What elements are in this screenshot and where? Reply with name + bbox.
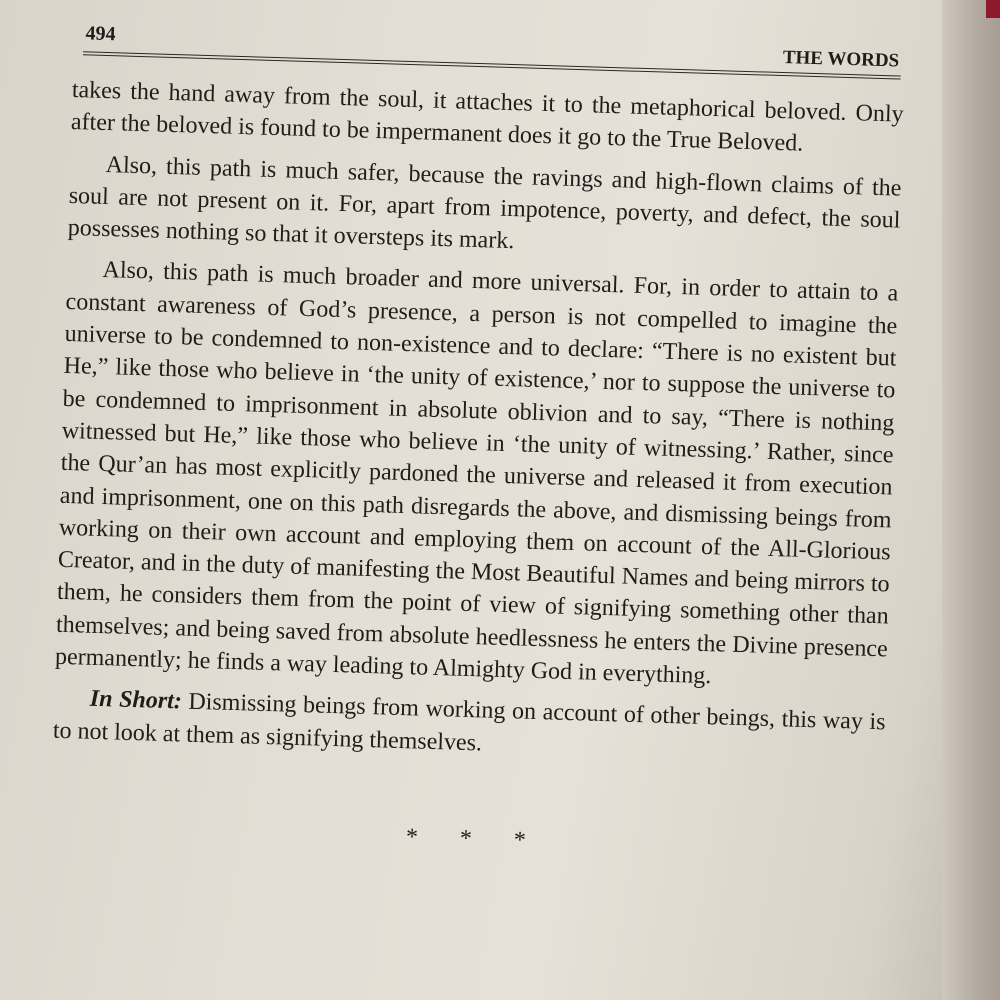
paragraph: Also, this path is much safer, because the ravings and high-flown claims of the soul are not present on it. For, apart from impotence, poverty, and defect, the soul possesses nothing so that it oversteps its mark.: [67, 151, 902, 255]
cover-corner: [986, 0, 1000, 18]
text-block: [46, 20, 906, 1000]
running-head: THE WORDS: [782, 47, 900, 72]
page-header: [73, 20, 906, 81]
header-rule: [83, 51, 901, 76]
paragraph: takes the hand away from the soul, it attaches it to the metaphorical beloved. Only after the beloved is found to be impermanent does it go to the True Beloved.: [70, 76, 904, 157]
header-rule-secondary: [83, 54, 901, 79]
body-text: [50, 74, 904, 868]
page-edge-shadow: [942, 0, 1000, 1000]
in-short-paragraph: [52, 682, 886, 771]
page-number: 494: [85, 22, 116, 46]
in-short-text: Dismissing beings from working on account of other beings, this way is to not look at them as signifying themselves.: [52, 688, 886, 757]
in-short-label: In Short:: [89, 686, 183, 715]
paragraph: Also, this path is much broader and more universal. For, in order to attain to a constant awareness of God’s presence, a person is not compelled to imagine the universe to be condemned to non-existence and to declare: “There is no existent but He,” like those who believe in ‘the unity of existence,’ nor to suppose the universe to be condemned to imprisonment in absolute oblivion and to say, “There is nothing witnessed but He,” like those who believe in ‘the unity of witnessing.’ Rather, since the Qur’an has most explicitly pardoned the universe and released it from execution and imprisonment, one on this path disregards the above, and dismissing beings from working on their own account and employing them on account of the All-Glorious Creator, and in the duty of manifesting the Most Beautiful Names and being mirrors to them, he considers them from the point of view of signifying something other than themselves; and being saved from absolute heedlessness he enters the Divine presence permanently; he finds a way leading to Almighty God in everything.: [54, 257, 899, 690]
section-separator: * * *: [405, 824, 545, 855]
